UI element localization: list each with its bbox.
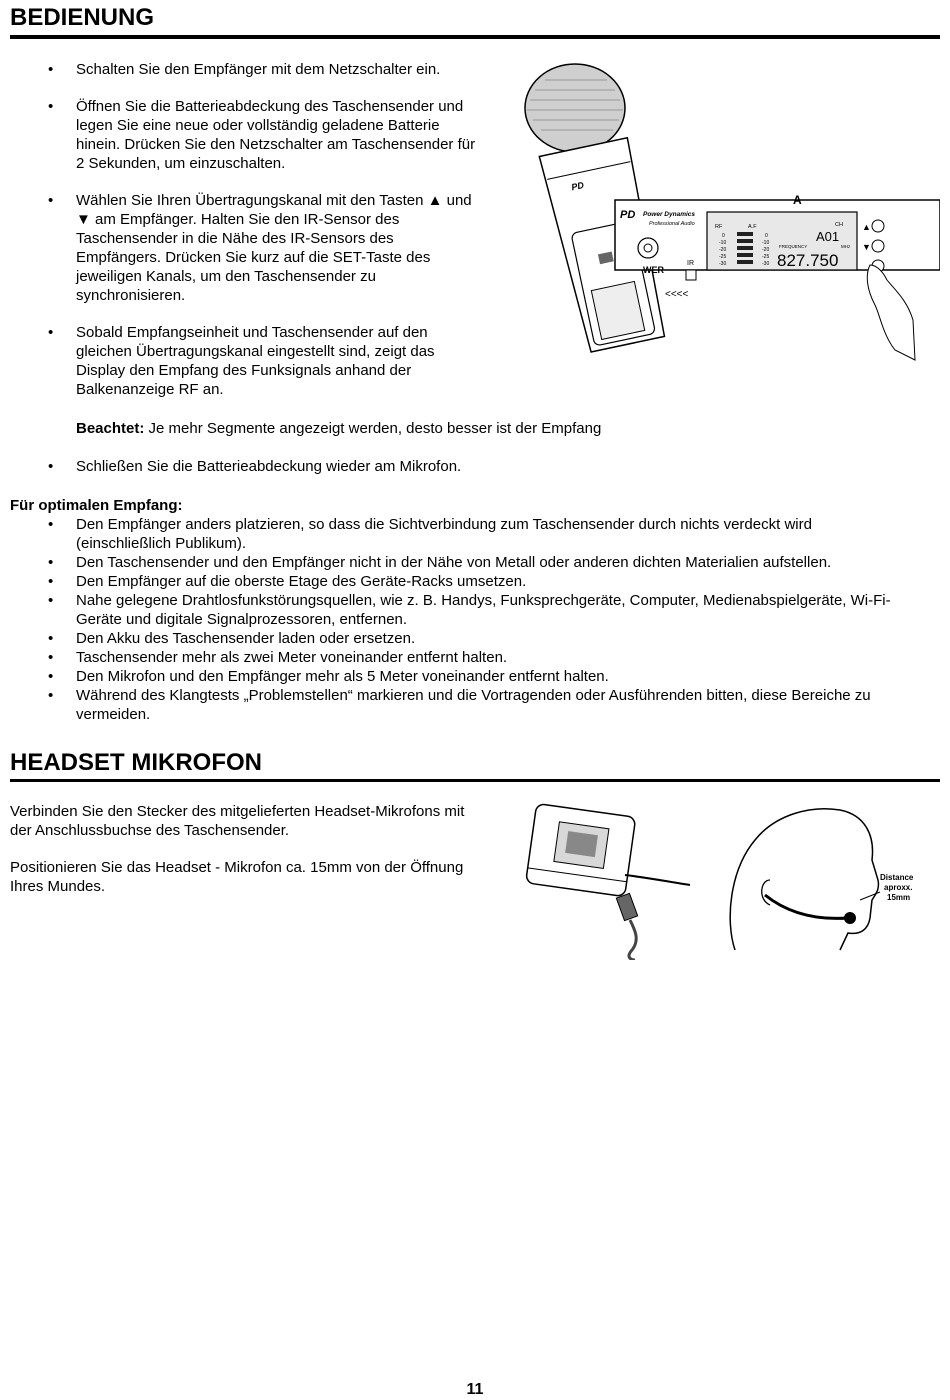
section-title-bedienung: BEDIENUNG — [10, 4, 155, 31]
rf-scale-3: -25 — [719, 254, 727, 260]
rf-scale-1: -10 — [719, 240, 727, 246]
ch-label: CH — [835, 222, 843, 228]
close-list — [10, 457, 890, 476]
af-scale-0: 0 — [765, 233, 768, 239]
note — [76, 419, 776, 438]
ir-signal-icon: <<<< — [665, 289, 689, 300]
headset-paragraph-1: Verbinden Sie den Stecker des mitgelieferten Headset-Mikrofons mit der Anschlussbuchse des Taschensender. — [10, 803, 465, 839]
down-button — [872, 240, 884, 252]
hand-drawing — [867, 265, 915, 360]
af-scale-4: -30 — [762, 261, 770, 267]
af-label: A.F — [748, 224, 757, 230]
list-item: • Wählen Sie Ihren Übertragungskanal mit den Tasten ▲ und ▼ am Empfänger. Halten Sie den IR-Sensor des Taschensender in die Nähe des IR-Sensors des Empfängers. Drücken Sie kurz auf die SET-Taste des jeweiligen Kanals, um den Taschensender zu synchronisieren. — [10, 191, 485, 305]
optimal-list — [10, 515, 910, 724]
section-title-headset: HEADSET MIKROFON — [10, 749, 262, 776]
rf-scale-2: -20 — [719, 247, 727, 253]
list-item: • Den Taschensender und den Empfänger nicht in der Nähe von Metall oder anderen dichten Materialien aufstellen. — [10, 553, 910, 572]
up-arrow-icon: ▲ — [862, 222, 871, 232]
channel-readout: A01 — [816, 229, 840, 244]
title-rule — [10, 35, 940, 39]
channel-letter: A — [793, 193, 802, 207]
list-item: • Nahe gelegene Drahtlosfunkstörungsquellen, wie z. B. Handys, Funksprechgeräte, Computer, Medienabspielgeräte, Wi-Fi-Geräte und digitale Signalprozessoren, entfernen. — [10, 591, 910, 629]
list-item: • Schließen Sie die Batterieabdeckung wieder am Mikrofon. — [10, 457, 890, 476]
list-item: • Den Mikrofon und den Empfänger mehr als 5 Meter voneinander entfernt halten. — [10, 667, 910, 686]
distance-label-line-2: aproxx. — [884, 883, 913, 892]
note-label: Beachtet: — [76, 420, 145, 437]
rf-label: RF — [715, 224, 723, 230]
mic-logo: PD — [570, 179, 585, 193]
af-scale-3: -25 — [762, 254, 770, 260]
af-scale-2: -20 — [762, 247, 770, 253]
list-item: • Taschensender mehr als zwei Meter voneinander entfernt halten. — [10, 648, 910, 667]
headset-paragraph-2: Positionieren Sie das Headset - Mikrofon ca. 15mm von der Öffnung Ihres Mundes. — [10, 859, 464, 895]
list-item: • Schalten Sie den Empfänger mit dem Netzschalter ein. — [10, 60, 485, 79]
page-number: 11 — [466, 1381, 484, 1398]
note-text: Je mehr Segmente angezeigt werden, desto besser ist der Empfang — [144, 420, 602, 437]
brand-line-1: Power Dynamics — [643, 211, 696, 218]
list-item: • Den Akku des Taschensender laden oder ersetzen. — [10, 629, 910, 648]
microphone-receiver-illustration — [515, 60, 940, 390]
distance-label-line-3: 15mm — [887, 893, 911, 902]
down-arrow-icon: ▼ — [862, 242, 871, 252]
list-item: • Den Empfänger anders platzieren, so dass die Sichtverbindung zum Taschensender durch nichts verdeckt wird (einschließlich Publikum). — [10, 515, 910, 553]
list-item: • Während des Klangtests „Problemstellen“ markieren und die Vortragenden oder Ausführenden bitten, diese Bereiche zu vermeiden. — [10, 686, 910, 724]
mic-grille — [525, 64, 625, 152]
list-item: • Öffnen Sie die Batterieabdeckung des Taschensender und legen Sie eine neue oder vollständig geladene Batterie hinein. Drücken Sie den Netzschalter am Taschensender für 2 Sekunden, um einzuschalten. — [10, 97, 485, 173]
optimal-heading: Für optimalen Empfang: — [10, 497, 183, 514]
head-drawing — [730, 809, 878, 950]
up-button — [872, 220, 884, 232]
title-rule — [10, 779, 940, 782]
bedienung-list — [10, 60, 485, 399]
distance-label-line-1: Distance — [880, 873, 914, 882]
mhz-label: MHz — [841, 244, 851, 249]
ir-label: IR — [687, 260, 694, 267]
power-label: WER — [643, 265, 664, 275]
power-button — [638, 238, 658, 258]
brand-line-2: Professional Audio — [649, 221, 695, 227]
headset-illustration — [520, 800, 930, 960]
frequency-label: FREQUENCY — [779, 244, 808, 249]
frequency-readout: 827.750 — [777, 251, 839, 270]
rf-scale-4: -30 — [719, 261, 727, 267]
list-item: • Sobald Empfangseinheit und Taschensender auf den gleichen Übertragungskanal eingestellt sind, zeigt das Display den Empfang des Funksignals anhand der Balkenanzeige RF an. — [10, 323, 485, 399]
list-item: • Den Empfänger auf die oberste Etage des Geräte-Racks umsetzen. — [10, 572, 910, 591]
af-scale-1: -10 — [762, 240, 770, 246]
brand-logo: PD — [620, 209, 636, 221]
rf-scale-0: 0 — [722, 233, 725, 239]
